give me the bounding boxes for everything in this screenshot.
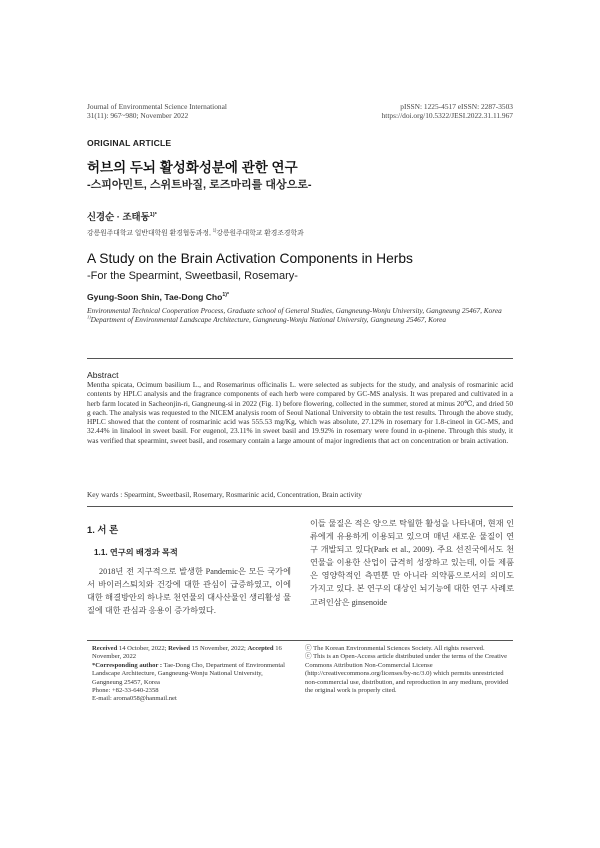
korean-affiliation-b: 강릉원주대학교 환경조경학과 (216, 230, 304, 237)
english-authors (87, 292, 229, 302)
journal-name: Journal of Environmental Science International (87, 102, 227, 111)
abstract-heading: Abstract (87, 370, 119, 380)
english-subtitle: -For the Spearmint, Sweetbasil, Rosemary- (87, 270, 298, 282)
corresponding-text: Tae-Dong Cho, Department of Environmental Landscape Architecture, Gangneung-Wonju National University, Gangneung 25457, Korea (92, 661, 285, 686)
received-accepted-line (92, 645, 292, 662)
copyright-line: ⓒ The Korean Environmental Sciences Society. All rights reserved. (305, 645, 485, 652)
abstract-bottom-rule (87, 506, 513, 507)
body-right-column: 이들 물질은 적은 양으로 탁월한 활성을 나타내며, 현재 인류에게 유용하게 이용되고 있으며 매년 새로운 물질이 연구 개발되고 있다(Park et al., 2009). 주요 선진국에서도 천연물을 이용한 산업이 급격히 성장하고 있는데, 이들 제품은 영양학적인 측면뿐 만 아니라 의약품으로서의 의미도 가지고 있다. 본 연구의 대상인 뇌기능에 대한 연구 사례로 고려인삼은 ginsenoide (310, 519, 514, 607)
abstract-top-rule (87, 358, 513, 359)
english-affiliations (87, 306, 517, 324)
english-author-mark: 1)* (222, 292, 230, 299)
revised-date: 15 November, 2022; (191, 645, 246, 652)
journal-identifiers (382, 102, 513, 120)
korean-affiliation (87, 227, 304, 237)
english-affiliation-2-mark: 1) (87, 314, 91, 320)
email-link[interactable]: E-mail: aroma058@hanmail.net (92, 695, 177, 703)
english-affiliation-2-text: Department of Environmental Landscape Architecture, Gangneung-Wonju National University, Gangneung 25467, Korea (90, 315, 447, 325)
accepted-label: Accepted (247, 645, 274, 652)
corresponding-author (92, 662, 292, 687)
english-affiliation-1: Environmental Technical Cooperation Process, Graduate school of General Studies, Gangneung-Wonju University, Gangneung 25467, Korea (87, 306, 502, 315)
korean-affiliation-mark: 1) (212, 227, 217, 233)
journal-citation (87, 102, 227, 120)
article-history (92, 645, 292, 704)
korean-author-mark: 1)* (149, 211, 157, 218)
korean-author-names: 신경순 · 조태동 (87, 211, 150, 222)
journal-volume: 31(11): 967~980; November 2022 (87, 111, 189, 120)
footer-rule (87, 640, 513, 641)
english-affiliation-2 (87, 315, 517, 324)
revised-label: Revised (168, 645, 191, 652)
korean-affiliation-a: 강릉원주대학교 일반대학원 환경협동과정, (87, 230, 211, 237)
issn: pISSN: 1225-4517 eISSN: 2287-3503 (400, 102, 513, 111)
license-text: ⓒ This is an Open-Access article distributed under the terms of the Creative Commons Attribution Non-Commercial License (http://creativecommons.org/licenses/by-nc/3.0) which permits unrestricted non-commercial use, distribution, and reproduction in any medium, provided the original work is properly cited. (305, 653, 509, 695)
corresponding-label: *Corresponding author : (92, 661, 163, 669)
body-left-column: 2018년 전 지구적으로 발생한 Pandemic은 모든 국가에서 바이러스퇴치와 건강에 대한 관심이 급증하였고, 이에 대한 해결방안의 하나로 천연물의 대사산물인 생리활성 물질에 대한 관심과 응용이 증가하였다. (87, 567, 291, 616)
section-heading-introduction: 1. 서 론 (87, 524, 119, 535)
english-author-names: Gyung-Soon Shin, Tae-Dong Cho (87, 292, 223, 302)
english-title: A Study on the Brain Activation Components in Herbs (87, 251, 413, 266)
received-label: Received (92, 645, 118, 652)
korean-subtitle: -스피아민트, 스위트바질, 로즈마리를 대상으로- (87, 179, 312, 191)
license-notice (305, 645, 517, 695)
received-date: 14 October, 2022; (118, 645, 167, 652)
accepted-date: 16 November, 2022 (92, 645, 282, 661)
abstract-text: Mentha spicata, Ocimum basilium L., and Rosemarinus officinalis L. were selected as subjects for the study, and analysis of rosmarinic acid contents by HPLC analysis and the fragrance components of each herb were compared by GC-MS analysis. It was prepared and cultivated in a herb farm located in Sacheonjin-ri, Gangneung-si in 2022 (Fig. 1) before flowering, collected in the summer, stored at minus 20℃, and dried 50 g each. The analysis was requested to the NICEM analysis room of Seoul National University to obtain the test results. Through the above study, HPLC showed that the content of rosmarinic acid was 555.53 mg/Kg, which was absolute, 27.12% in rosemary for 1.8-cineol in GC-MS, and 32.44% in linalool in sweet basil. For eugenol, 23.11% in sweet basil and 19.92% in rosemary were found in α-pinene. Through this study, it was verified that spearmint, sweet basil, and rosemary contain a large amount of major ingredients that act on concentration or brain activation. (87, 380, 513, 445)
doi-link[interactable]: https://doi.org/10.5322/JESI.2022.31.11.967 (381, 111, 513, 120)
korean-authors (87, 209, 157, 223)
subsection-heading-background: 1.1. 연구의 배경과 목적 (94, 548, 178, 557)
keywords: Key wards : Spearmint, Sweetbasil, Rosemary, Rosmarinic acid, Concentration, Brain activity (87, 490, 362, 499)
korean-title: 허브의 두뇌 활성화성분에 관한 연구 (87, 160, 298, 175)
phone: Phone: +82-33-640-2358 (92, 687, 159, 695)
article-type: ORIGINAL ARTICLE (87, 138, 172, 148)
